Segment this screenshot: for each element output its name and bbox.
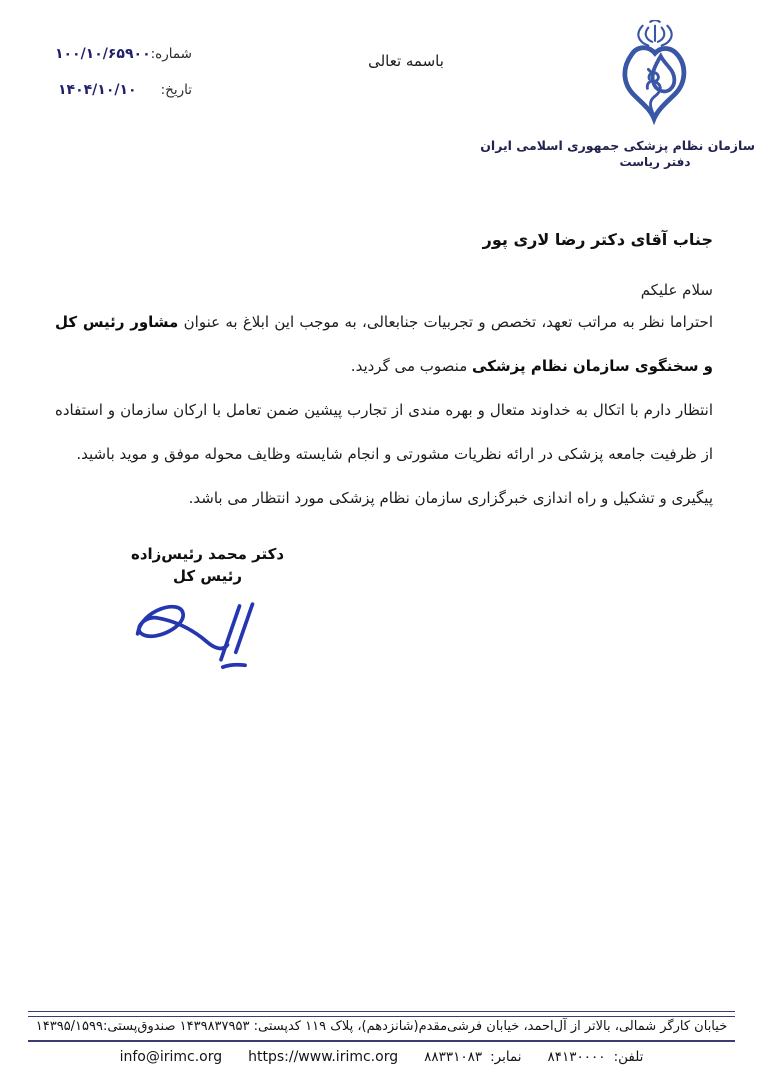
footer-contacts-row	[28, 1049, 735, 1065]
signature-block	[95, 543, 320, 681]
paragraph1-outro: منصوب می گردید.	[350, 357, 472, 375]
letter-date-value: ۱۴۰۴/۱۰/۱۰	[58, 82, 137, 98]
website-text: https://www.irimc.org	[248, 1049, 399, 1065]
handwritten-signature-icon	[118, 593, 298, 681]
iran-emblem-icon	[638, 20, 671, 46]
signer-title: رئیس کل	[173, 567, 242, 586]
irimc-medical-council-logo-icon	[601, 20, 709, 134]
letter-number-value: ۱۰۰/۱۰/۶۵۹۰۰	[54, 46, 151, 62]
letter-date-label: تاریخ:	[160, 82, 192, 98]
letter-number-label: شماره:	[150, 46, 192, 62]
letter-number-row	[54, 46, 192, 62]
phone-label: تلفن:	[613, 1049, 644, 1065]
organization-logo-block	[480, 20, 755, 170]
phone-value: ۸۴۱۳۰۰۰۰	[547, 1049, 606, 1065]
fax-pair	[424, 1049, 521, 1065]
footer-mid-divider	[28, 1040, 735, 1042]
fax-value: ۸۸۳۳۱۰۸۳	[424, 1049, 483, 1065]
organization-office: دفتر ریاست	[619, 155, 691, 170]
basmala-text: باسمه تعالی	[368, 52, 444, 70]
footer-address: خیابان کارگر شمالی، بالاتر از آل‌احمد، خیابان فرشی‌مقدم(شانزدهم)، پلاک ۱۱۹ کدپستی: ۱۴۳۹۸۳۷۹۵۳ صندوق‌پستی:۱۴۳۹۵/۱۵۹۹	[35, 1019, 728, 1034]
appointment-title: مشاور رئیس کل و سخنگوی سازمان نظام پزشکی	[55, 313, 713, 375]
paragraph1-intro: احتراما نظر به مراتب تعهد، تخصص و تجربیات جنابعالی، به موجب این ابلاغ به عنوان	[178, 313, 713, 331]
organization-name: سازمان نظام پزشکی جمهوری اسلامی ایران	[480, 138, 755, 153]
body-paragraph-2: انتظار دارم با اتکال به خداوند متعال و بهره مندی از تجارب پیشین ضمن تعامل با ارکان سازمان و استفاده از ظرفیت جامعه پزشکی در ارائه نظریات مشورتی و انجام شایسته وظایف محوله موفق و موید باشید.	[55, 401, 713, 463]
email-text: info@irimc.org	[119, 1049, 223, 1065]
body-paragraph-3: پیگیری و تشکیل و راه اندازی خبرگزاری سازمان نظام پزشکی مورد انتظار می باشد.	[188, 489, 713, 507]
greeting-line: سلام علیکم	[640, 281, 713, 299]
footer-top-divider	[28, 1011, 735, 1017]
fax-label: نمابر:	[490, 1049, 522, 1065]
recipient-line: جناب آقای دکتر رضا لاری پور	[482, 230, 713, 249]
letter-body	[55, 300, 713, 520]
body-paragraph-1	[55, 300, 713, 388]
signer-name: دکتر محمد رئیس‌زاده	[130, 545, 285, 563]
letter-date-row	[58, 82, 192, 98]
phone-pair	[548, 1049, 644, 1065]
letterhead-meta	[54, 46, 192, 98]
